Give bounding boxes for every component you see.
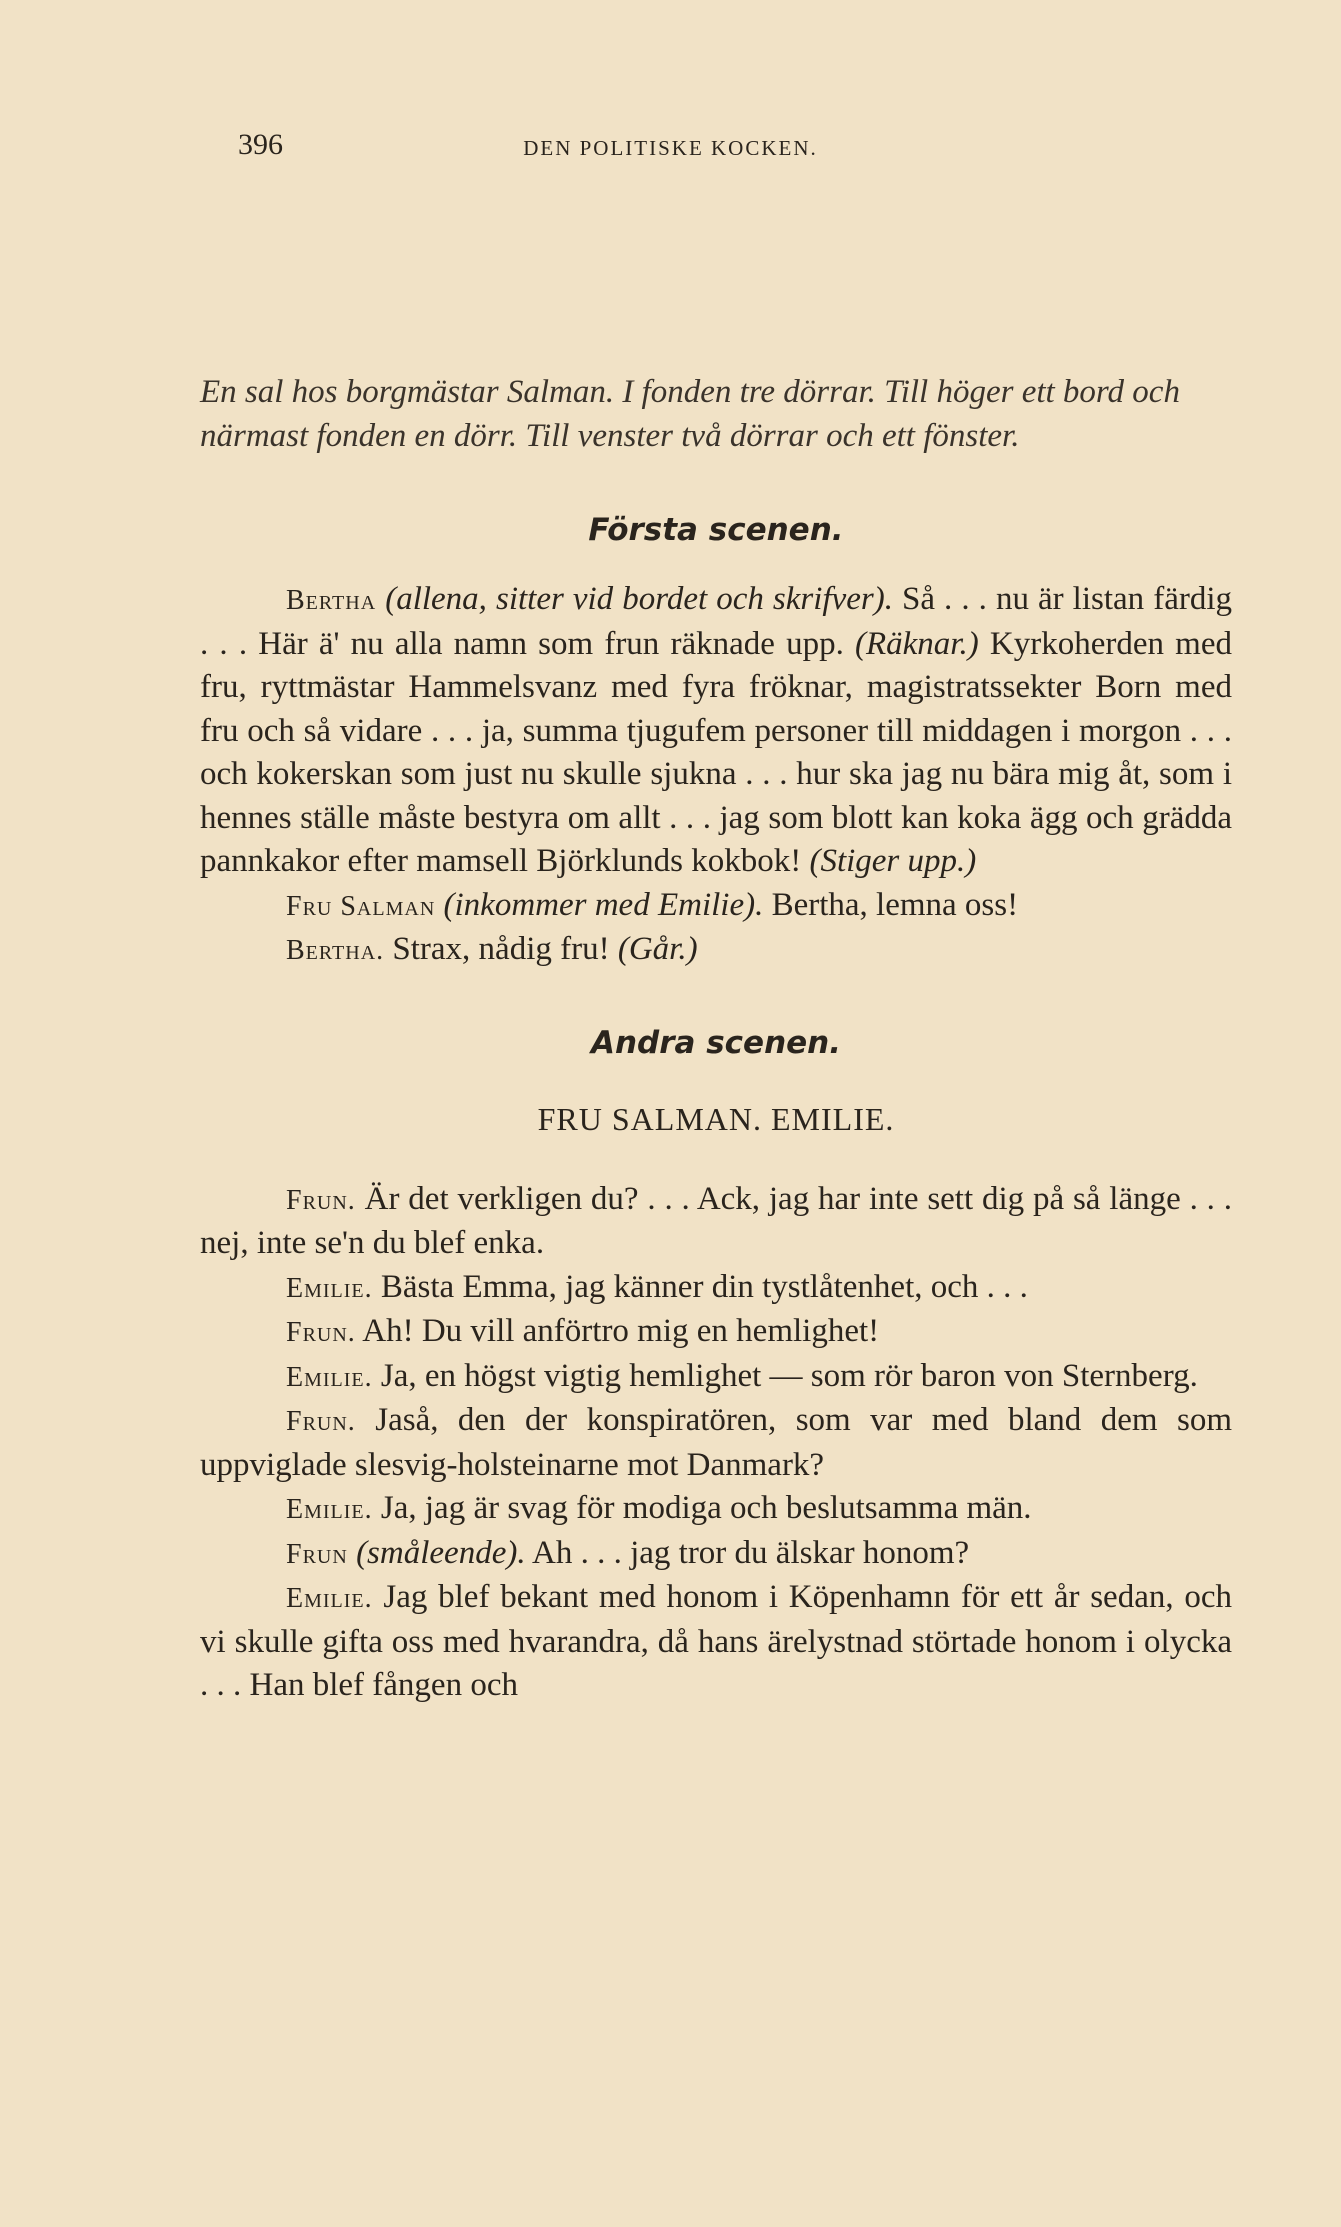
scene-heading-2: Andra scenen. xyxy=(590,1024,842,1061)
stage-direction-inline: (Går.) xyxy=(617,931,698,967)
speech-text: Kyrkoherden med fru, ryttmästar Hammelsvanz med fyra fröknar, magistratssekter Born med fru och så vidare . . . ja, summa tjugufem personer till middagen i morgon . . . och kokerskan som just nu skulle sjukna . . . hur ska jag nu bära mig åt, som i hennes ställe måste bestyra om allt . . . jag som blott kan koka ägg och grädda pannkakor efter mamsell Björklunds kokbok! xyxy=(200,625,1232,879)
stage-direction-inline: (inkommer med Emilie). xyxy=(443,886,764,923)
speech-text: Ah . . . jag tror du älskar honom? xyxy=(525,1534,970,1571)
speech-line xyxy=(200,1576,1232,1708)
stage-direction-inline: (småleende). xyxy=(356,1534,526,1571)
scene-heading-1: Första scenen. xyxy=(588,512,844,548)
page-number: 396 xyxy=(238,128,283,161)
speaker-name: Frun xyxy=(286,1538,348,1570)
stage-direction: En sal hos borgmästar Salman. I fonden tre dörrar. Till höger ett bord och närmast fonden en dörr. Till venster två dörrar och ett fönster. xyxy=(200,374,1180,454)
stage-direction-inline: (allena, sitter vid bordet och skrifver). xyxy=(385,581,893,617)
speaker-name: Bertha xyxy=(286,585,377,616)
speaker-name: Frun. xyxy=(286,1184,356,1216)
speaker-name: Emilie. xyxy=(286,1494,373,1525)
speech-text: Så . . . nu är listan färdig . . . Här ä' nu alla namn som frun räknade upp. xyxy=(200,581,1233,662)
speech-text: Bästa Emma, jag känner din tystlåtenhet, och . . . xyxy=(372,1268,1028,1305)
stage-direction-inline: (Stiger upp.) xyxy=(809,843,977,879)
speech-line xyxy=(200,1532,1232,1577)
speaker-name: Emilie. xyxy=(286,1361,373,1393)
speech-line xyxy=(200,1178,1232,1266)
speech-line xyxy=(200,1355,1232,1400)
running-title: DEN POLITISKE KOCKEN. xyxy=(523,136,818,160)
speaker-name: Frun. xyxy=(286,1317,356,1348)
speech-text: Jaså, den der konspiratören, som var med bland dem som uppviglade slesvig-holsteinarne mot Danmark? xyxy=(200,1402,1232,1483)
speech-line xyxy=(200,1310,1232,1355)
stage-direction-inline: (Räknar.) xyxy=(855,625,979,662)
speaker-name: Bertha. xyxy=(286,935,385,966)
speech-text: Ja, jag är svag för modiga och beslutsamma män. xyxy=(372,1490,1032,1526)
speech-line xyxy=(200,1266,1232,1311)
speech-text: Ja, en högst vigtig hemlighet — som rör baron von Sternberg. xyxy=(372,1357,1198,1394)
cast-list: FRU SALMAN. EMILIE. xyxy=(537,1100,895,1137)
speech-text: Ah! Du vill anförtro mig en hemlighet! xyxy=(355,1313,880,1349)
speech-text: Jag blef bekant med honom i Köpenhamn för ett år sedan, och vi skulle gifta oss med hvarandra, då hans ärelystnad störtade honom i olycka . . . Han blef fången och xyxy=(200,1579,1232,1703)
speech-line xyxy=(200,1399,1232,1487)
speech-line xyxy=(200,1487,1232,1532)
page-header xyxy=(0,128,1341,168)
speech-text: Är det verkligen du? . . . Ack, jag har inte sett dig på så länge . . . nej, inte se'n du blef enka. xyxy=(200,1180,1232,1261)
speaker-name: Fru Salman xyxy=(286,890,436,922)
speech-line xyxy=(200,578,1232,884)
speech-text: Bertha, lemna oss! xyxy=(763,886,1019,923)
speech-line xyxy=(200,928,1232,973)
body-text xyxy=(200,370,1232,1708)
speaker-name: Emilie. xyxy=(286,1272,373,1304)
speech-line xyxy=(200,884,1232,929)
speech-text: Strax, nådig fru! xyxy=(384,931,618,967)
speaker-name: Emilie. xyxy=(286,1583,373,1614)
speaker-name: Frun. xyxy=(286,1406,356,1437)
